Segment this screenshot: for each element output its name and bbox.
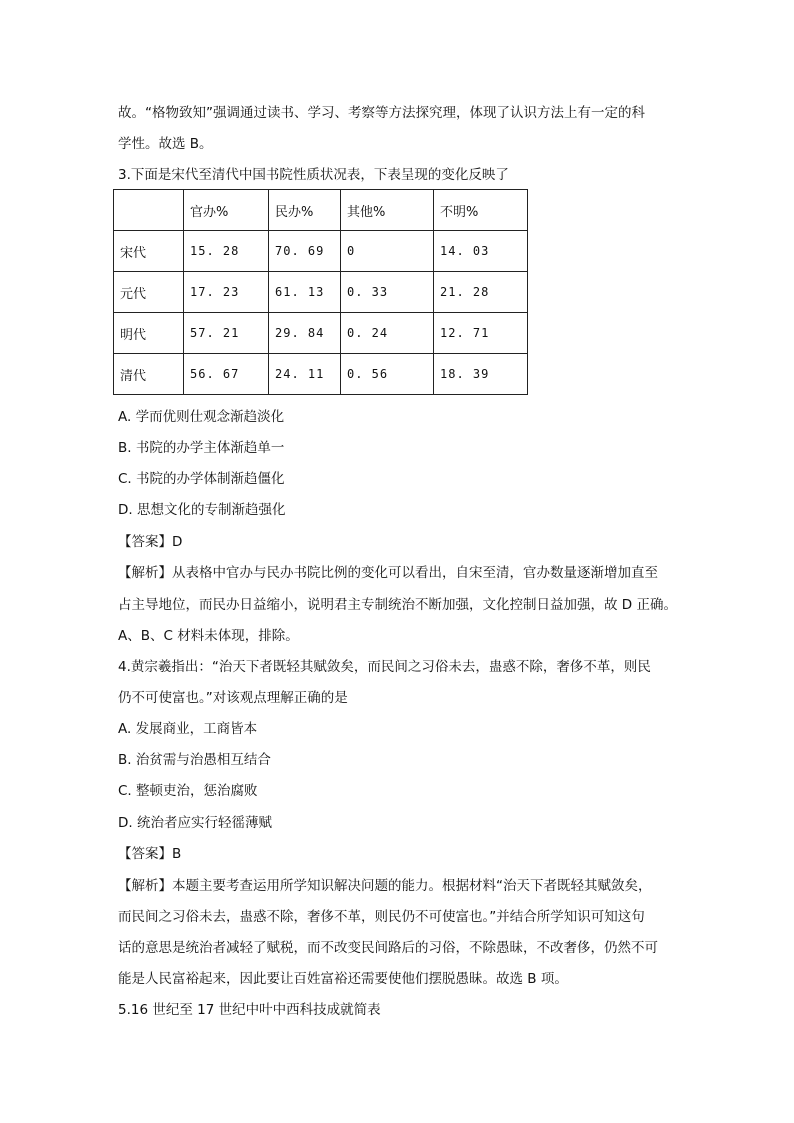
table-header-row bbox=[114, 190, 528, 231]
table-cell: 宋代 bbox=[114, 231, 184, 272]
table-cell: 17. 23 bbox=[184, 272, 269, 313]
table-cell: 0 bbox=[341, 231, 434, 272]
option-b: B. 治贫需与治愚相互结合 bbox=[118, 752, 271, 768]
table-cell: 15. 28 bbox=[184, 231, 269, 272]
option-c: C. 整顿吏治，惩治腐败 bbox=[118, 783, 258, 799]
table-cell: 0. 56 bbox=[341, 354, 434, 395]
table-header-cell: 不明% bbox=[434, 190, 528, 231]
table-cell: 24. 11 bbox=[269, 354, 341, 395]
option-d: D. 思想文化的专制渐趋强化 bbox=[118, 502, 286, 518]
table-cell: 14. 03 bbox=[434, 231, 528, 272]
text-line: 故。“格物致知”强调通过读书、学习、考察等方法探究理，体现了认识方法上有一定的科 bbox=[118, 105, 645, 121]
table-cell: 29. 84 bbox=[269, 313, 341, 354]
table-header-cell: 官办% bbox=[184, 190, 269, 231]
data-table bbox=[113, 189, 528, 395]
text-line: 学性。故选 B。 bbox=[118, 136, 213, 152]
question-title: 3.下面是宋代至清代中国书院性质状况表，下表呈现的变化反映了 bbox=[118, 167, 509, 183]
option-a: A. 学而优则仕观念渐趋淡化 bbox=[118, 409, 285, 425]
option-a: A. 发展商业，工商皆本 bbox=[118, 721, 258, 737]
option-d: D. 统治者应实行轻徭薄赋 bbox=[118, 815, 272, 831]
question-title: 仍不可使富也。”对该观点理解正确的是 bbox=[118, 690, 348, 706]
table-header-cell bbox=[114, 190, 184, 231]
option-c: C. 书院的办学体制渐趋僵化 bbox=[118, 471, 285, 487]
question-title: 5.16 世纪至 17 世纪中叶中西科技成就简表 bbox=[118, 1002, 381, 1018]
table-cell: 明代 bbox=[114, 313, 184, 354]
table-cell: 18. 39 bbox=[434, 354, 528, 395]
table-cell: 70. 69 bbox=[269, 231, 341, 272]
analysis-line: 而民间之习俗未去，蛊惑不除，奢侈不革，则民仍不可使富也。”并结合所学知识可知这句 bbox=[118, 909, 645, 925]
table-cell: 61. 13 bbox=[269, 272, 341, 313]
table-row bbox=[114, 313, 528, 354]
answer-line: 【答案】D bbox=[118, 534, 183, 550]
table-cell: 元代 bbox=[114, 272, 184, 313]
option-b: B. 书院的办学主体渐趋单一 bbox=[118, 440, 285, 456]
table-cell: 21. 28 bbox=[434, 272, 528, 313]
table-cell: 清代 bbox=[114, 354, 184, 395]
table-header-cell: 民办% bbox=[269, 190, 341, 231]
table-cell: 56. 67 bbox=[184, 354, 269, 395]
table-row bbox=[114, 272, 528, 313]
analysis-line: 【解析】从表格中官办与民办书院比例的变化可以看出，自宋至清，官办数量逐渐增加直至 bbox=[118, 565, 658, 581]
table-cell: 0. 33 bbox=[341, 272, 434, 313]
table-cell: 12. 71 bbox=[434, 313, 528, 354]
table-cell: 0. 24 bbox=[341, 313, 434, 354]
table-cell: 57. 21 bbox=[184, 313, 269, 354]
analysis-line: 占主导地位，而民办日益缩小，说明君主专制统治不断加强，文化控制日益加强，故 D 正确。 bbox=[118, 597, 677, 613]
table-row bbox=[114, 354, 528, 395]
analysis-line: A、B、C 材料未体现，排除。 bbox=[118, 628, 299, 644]
table-header-cell: 其他% bbox=[341, 190, 434, 231]
question-title: 4.黄宗羲指出：“治天下者既轻其赋敛矣，而民间之习俗未去，蛊惑不除，奢侈不革，则民 bbox=[118, 659, 651, 675]
table-row bbox=[114, 231, 528, 272]
analysis-line: 能是人民富裕起来，因此要让百姓富裕还需要使他们摆脱愚昧。故选 B 项。 bbox=[118, 971, 568, 987]
analysis-line: 话的意思是统治者减轻了赋税，而不改变民间路后的习俗，不除愚昧，不改奢侈，仍然不可 bbox=[118, 940, 658, 956]
analysis-line: 【解析】本题主要考查运用所学知识解决问题的能力。根据材料“治天下者既轻其赋敛矣， bbox=[118, 878, 652, 894]
answer-line: 【答案】B bbox=[118, 846, 182, 862]
